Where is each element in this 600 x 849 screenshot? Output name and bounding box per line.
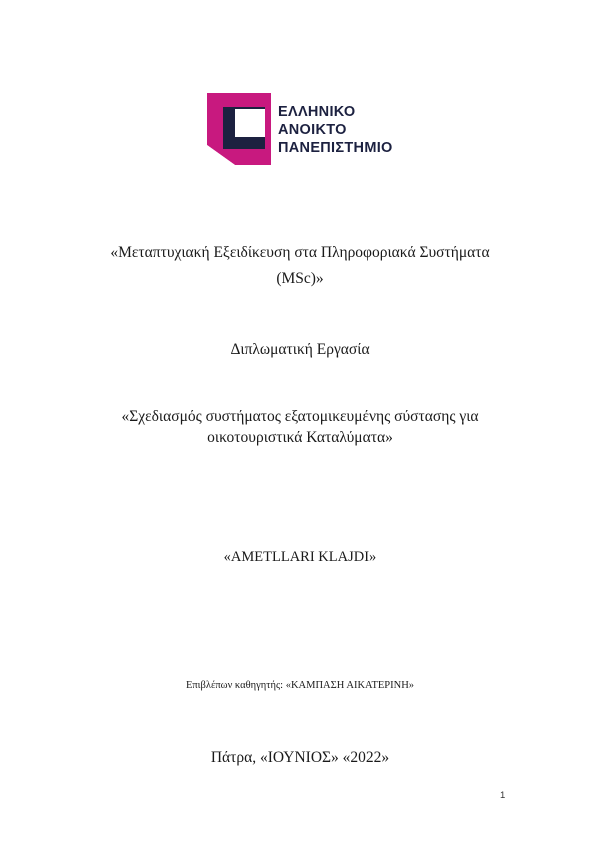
thesis-title — [0, 406, 600, 448]
place-and-date: Πάτρα, «ΙΟΥΝΙΟΣ» «2022» — [210, 749, 390, 766]
program-title-line-1: «Μεταπτυχιακή Εξειδίκευση στα Πληροφοριακά Συστήματα — [110, 244, 490, 261]
page-number: 1 — [500, 790, 506, 801]
thesis-title-line-1: «Σχεδιασμός συστήματος εξατομικευμένης σύστασης για — [121, 408, 479, 425]
supervisor-label: Επιβλέπων καθηγητής: — [185, 680, 284, 691]
thesis-title-line-2: οικοτουριστικά Καταλύματα» — [207, 429, 393, 446]
author-name: «AMETLLARI KLAJDI» — [223, 549, 377, 565]
logo-emblem-icon — [207, 93, 271, 165]
thesis-type: Διπλωματική Εργασία — [230, 341, 370, 358]
program-title — [0, 240, 600, 292]
logo-line-1: ΕΛΛΗΝΙΚΟ — [278, 104, 356, 120]
supervisor-name: «ΚΑΜΠΑΣΗ ΑΙΚΑΤΕΡΙΝΗ» — [285, 680, 415, 691]
university-logo — [207, 93, 407, 165]
logo-wordmark — [278, 103, 393, 157]
logo-line-2: ΑΝΟΙΚΤΟ — [278, 122, 347, 138]
supervisor-line — [0, 679, 600, 693]
program-title-line-2: (MSc)» — [276, 270, 324, 287]
logo-line-3: ΠΑΝΕΠΙΣΤΗΜΙΟ — [278, 140, 393, 156]
